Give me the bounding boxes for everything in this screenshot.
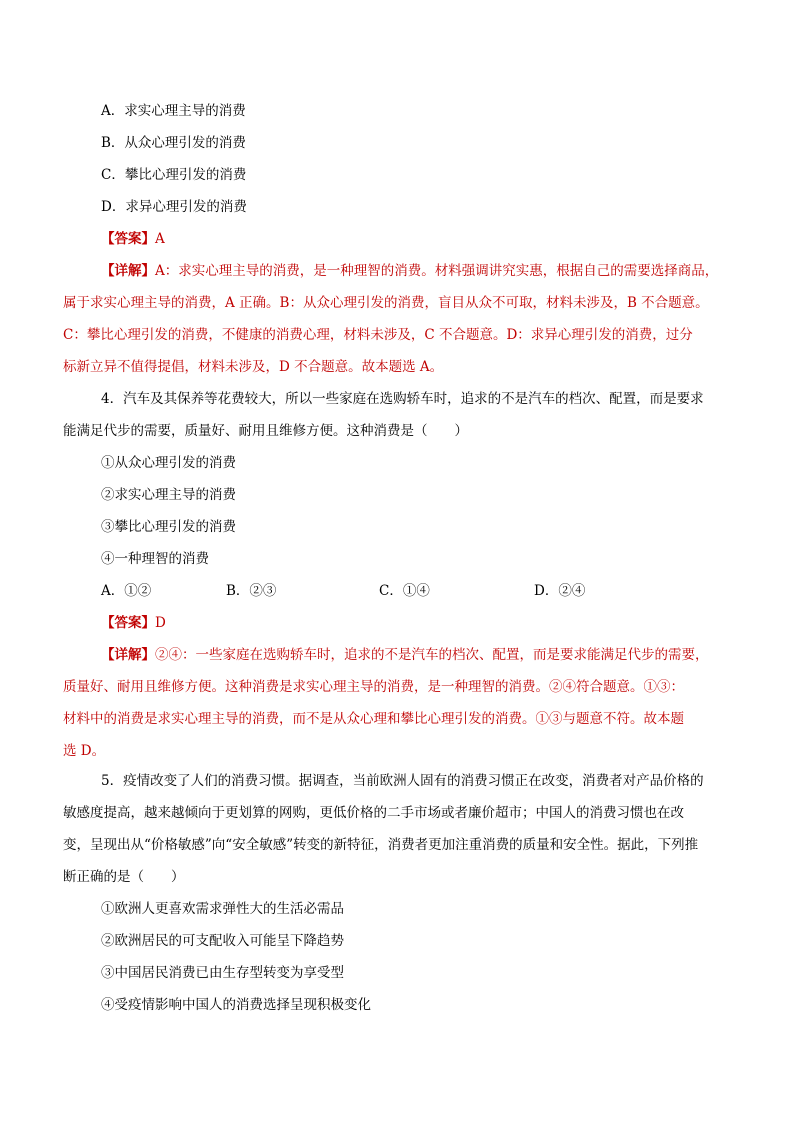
q3-option-d: D．求异心理引发的消费 — [101, 199, 247, 215]
q5-stem-line-4: 断正确的是（ ） — [63, 869, 185, 885]
q5-stem-line-3: 变，呈现出从“价格敏感”向“安全敏感”转变的新特征，消费者更加注重消费的质量和安全性。据此，下列推 — [63, 837, 699, 853]
q4-choice-b: B．②③ — [226, 583, 277, 599]
q4-item-4: ④一种理智的消费 — [101, 551, 209, 567]
q3-detail-line-2: 属于求实心理主导的消费，A 正确。B：从众心理引发的消费，盲目从众不可取，材料未涉及，B 不合题意。 — [63, 295, 709, 311]
q5-item-4: ④受疫情影响中国人的消费选择呈现积极变化 — [101, 997, 371, 1013]
answer-label: 【答案】 — [101, 231, 155, 247]
q4-item-1: ①从众心理引发的消费 — [101, 455, 236, 471]
answer-value: A — [155, 231, 165, 247]
q3-detail-line-4: 标新立异不值得提倡，材料未涉及，D 不合题意。故本题选 A。 — [63, 359, 444, 375]
q4-stem-line-2: 能满足代步的需要，质量好、耐用且维修方便。这种消费是（ ） — [63, 423, 468, 439]
q3-option-a: A．求实心理主导的消费 — [101, 103, 246, 119]
q4-detail-line-2: 质量好、耐用且维修方便。这种消费是求实心理主导的消费，是一种理智的消费。②④符合题意。①③： — [63, 679, 684, 695]
q3-option-b: B．从众心理引发的消费 — [101, 135, 246, 151]
q4-choice-c: C．①④ — [379, 583, 430, 599]
q4-item-2: ②求实心理主导的消费 — [101, 487, 236, 503]
detail-label: 【详解】 — [101, 647, 155, 663]
q5-stem-line-1: 5．疫情改变了人们的消费习惯。据调查，当前欧洲人固有的消费习惯正在改变，消费者对产品价格的 — [101, 773, 704, 789]
q4-answer — [101, 613, 166, 633]
q3-answer — [101, 229, 165, 249]
q5-item-3: ③中国居民消费已由生存型转变为享受型 — [101, 965, 344, 981]
answer-value: D — [155, 615, 166, 631]
q4-choice-a: A．①② — [101, 583, 152, 599]
detail-label: 【详解】 — [101, 263, 155, 279]
q4-item-3: ③攀比心理引发的消费 — [101, 519, 236, 535]
q5-item-1: ①欧洲人更喜欢需求弹性大的生活必需品 — [101, 901, 344, 917]
q3-option-c: C．攀比心理引发的消费 — [101, 167, 247, 183]
q4-detail-line-3: 材料中的消费是求实心理主导的消费，而不是从众心理和攀比心理引发的消费。①③与题意不符。故本题 — [63, 711, 684, 727]
q4-choices — [101, 581, 585, 601]
q4-detail-line-1: 【详解】②④：一些家庭在选购轿车时，追求的不是汽车的档次、配置，而是要求能满足代步的需要， — [101, 647, 709, 663]
q5-item-2: ②欧洲居民的可支配收入可能呈下降趋势 — [101, 933, 344, 949]
answer-label: 【答案】 — [101, 615, 155, 631]
q4-detail-line-4: 选 D。 — [63, 743, 106, 759]
q4-choice-d: D．②④ — [534, 583, 586, 599]
q3-detail-line-3: C：攀比心理引发的消费，不健康的消费心理，材料未涉及，C 不合题意。D：求异心理引发的消费，过分 — [63, 327, 693, 343]
q5-stem-line-2: 敏感度提高，越来越倾向于更划算的网购，更低价格的二手市场或者廉价超市；中国人的消费习惯也在改 — [63, 805, 684, 821]
q3-detail-line-1: 【详解】A：求实心理主导的消费，是一种理智的消费。材料强调讲究实惠，根据自己的需要选择商品， — [101, 263, 719, 279]
q4-stem-line-1: 4．汽车及其保养等花费较大，所以一些家庭在选购轿车时，追求的不是汽车的档次、配置，而是要求 — [101, 391, 704, 407]
